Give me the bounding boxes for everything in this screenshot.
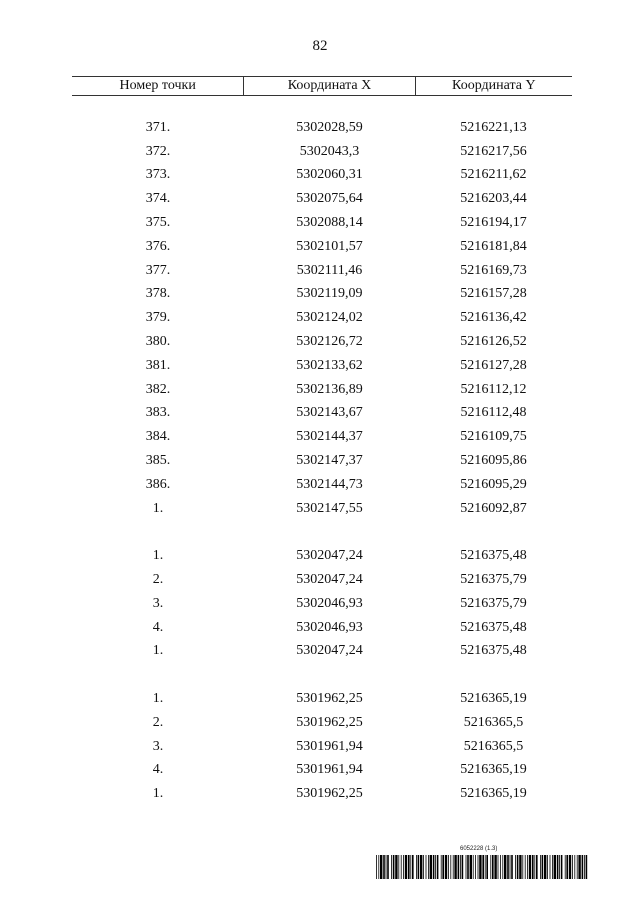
cell-point-number: 4.	[152, 619, 164, 635]
table-row	[72, 497, 572, 521]
cell-coordinate-x: 5302101,57	[296, 238, 363, 254]
cell-point-number: 379.	[145, 310, 171, 326]
cell-coordinate-y: 5216365,19	[460, 691, 527, 707]
table-header	[72, 76, 572, 96]
cell-point-number: 1.	[152, 500, 164, 516]
cell-coordinate-x: 5302047,24	[296, 548, 363, 564]
cell-coordinate-y: 5216169,73	[460, 262, 527, 278]
cell-coordinate-y: 5216365,5	[463, 738, 524, 754]
cell-coordinate-y: 5216203,44	[460, 191, 527, 207]
cell-coordinate-x: 5302046,93	[296, 595, 363, 611]
table-row	[72, 187, 572, 211]
table-row	[72, 782, 572, 806]
coordinates-table	[72, 76, 572, 806]
barcode	[376, 846, 588, 880]
cell-point-number: 375.	[145, 215, 171, 231]
cell-point-number: 2.	[152, 572, 164, 588]
table-body	[72, 116, 572, 806]
table-row	[72, 140, 572, 164]
cell-coordinate-y: 5216126,52	[460, 334, 527, 350]
cell-point-number: 385.	[145, 453, 171, 469]
cell-point-number: 381.	[145, 357, 171, 373]
cell-coordinate-y: 5216112,12	[460, 381, 527, 397]
cell-point-number: 377.	[145, 262, 171, 278]
cell-coordinate-y: 5216365,19	[460, 786, 527, 802]
cell-coordinate-x: 5302126,72	[296, 334, 363, 350]
table-row	[72, 116, 572, 140]
cell-coordinate-x: 5302060,31	[296, 167, 363, 183]
cell-coordinate-x: 5301962,25	[296, 786, 363, 802]
table-row	[72, 544, 572, 568]
cell-point-number: 3.	[152, 738, 164, 754]
cell-coordinate-x: 5302143,67	[296, 405, 363, 421]
cell-coordinate-x: 5302075,64	[296, 191, 363, 207]
cell-coordinate-y: 5216181,84	[460, 238, 527, 254]
cell-coordinate-y: 5216211,62	[460, 167, 527, 183]
cell-coordinate-x: 5302144,37	[296, 429, 363, 445]
cell-coordinate-y: 5216217,56	[460, 143, 527, 159]
cell-coordinate-y: 5216375,48	[460, 619, 527, 635]
table-row	[72, 425, 572, 449]
header-coordinate-y: Координата Y	[415, 77, 572, 95]
table-row	[72, 687, 572, 711]
cell-coordinate-x: 5302133,62	[296, 357, 363, 373]
cell-point-number: 2.	[152, 714, 164, 730]
group-spacer	[72, 663, 572, 687]
cell-coordinate-x: 5302046,93	[296, 619, 363, 635]
cell-coordinate-x: 5302111,46	[296, 262, 363, 278]
cell-coordinate-x: 5302147,37	[296, 453, 363, 469]
cell-point-number: 3.	[152, 595, 164, 611]
table-row	[72, 235, 572, 259]
table-row	[72, 402, 572, 426]
table-row	[72, 473, 572, 497]
cell-point-number: 372.	[145, 143, 171, 159]
table-row	[72, 283, 572, 307]
cell-coordinate-x: 5302124,02	[296, 310, 363, 326]
table-row	[72, 330, 572, 354]
group-spacer	[72, 521, 572, 545]
table-row	[72, 759, 572, 783]
table-row	[72, 449, 572, 473]
cell-point-number: 384.	[145, 429, 171, 445]
table-row	[72, 164, 572, 188]
cell-coordinate-x: 5301961,94	[296, 738, 363, 754]
cell-point-number: 371.	[145, 119, 171, 135]
cell-point-number: 1.	[152, 691, 164, 707]
cell-coordinate-x: 5302144,73	[296, 476, 363, 492]
cell-coordinate-y: 5216157,28	[460, 286, 527, 302]
cell-coordinate-x: 5302147,55	[296, 500, 363, 516]
cell-point-number: 383.	[145, 405, 171, 421]
cell-coordinate-x: 5302119,09	[296, 286, 363, 302]
cell-coordinate-y: 5216095,86	[460, 453, 527, 469]
table-row	[72, 568, 572, 592]
table-row	[72, 640, 572, 664]
table-row	[72, 592, 572, 616]
table-row	[72, 354, 572, 378]
cell-coordinate-y: 5216095,29	[460, 476, 527, 492]
cell-coordinate-y: 5216375,48	[460, 548, 527, 564]
table-row	[72, 711, 572, 735]
cell-point-number: 4.	[152, 762, 164, 778]
cell-coordinate-x: 5302028,59	[296, 119, 363, 135]
cell-coordinate-x: 5301962,25	[296, 714, 363, 730]
cell-coordinate-x: 5302136,89	[296, 381, 363, 397]
cell-coordinate-y: 5216221,13	[460, 119, 527, 135]
table-row	[72, 259, 572, 283]
cell-point-number: 1.	[152, 548, 164, 564]
cell-point-number: 374.	[145, 191, 171, 207]
barcode-image	[376, 855, 588, 879]
cell-point-number: 373.	[145, 167, 171, 183]
cell-coordinate-y: 5216092,87	[460, 500, 527, 516]
cell-coordinate-y: 5216365,19	[460, 762, 527, 778]
cell-point-number: 1.	[152, 643, 164, 659]
cell-coordinate-y: 5216136,42	[460, 310, 527, 326]
table-row	[72, 306, 572, 330]
cell-point-number: 382.	[145, 381, 171, 397]
barcode-label: 6052228 (1.3)	[460, 846, 498, 852]
cell-coordinate-x: 5302088,14	[296, 215, 363, 231]
cell-coordinate-y: 5216365,5	[463, 714, 524, 730]
cell-point-number: 378.	[145, 286, 171, 302]
cell-coordinate-y: 5216375,79	[460, 595, 527, 611]
cell-coordinate-y: 5216375,48	[460, 643, 527, 659]
cell-coordinate-x: 5302043,3	[299, 143, 360, 159]
cell-point-number: 380.	[145, 334, 171, 350]
table-row	[72, 616, 572, 640]
cell-coordinate-y: 5216127,28	[460, 357, 527, 373]
table-row	[72, 378, 572, 402]
cell-coordinate-y: 5216375,79	[460, 572, 527, 588]
cell-coordinate-x: 5302047,24	[296, 572, 363, 588]
cell-point-number: 376.	[145, 238, 171, 254]
cell-coordinate-y: 5216109,75	[460, 429, 527, 445]
page-number: 82	[312, 38, 328, 54]
cell-coordinate-x: 5301961,94	[296, 762, 363, 778]
cell-coordinate-y: 5216194,17	[460, 215, 527, 231]
cell-point-number: 1.	[152, 786, 164, 802]
header-coordinate-x: Координата X	[243, 77, 414, 95]
table-row	[72, 211, 572, 235]
header-point-number: Номер точки	[119, 78, 196, 93]
table-row	[72, 735, 572, 759]
cell-coordinate-x: 5301962,25	[296, 691, 363, 707]
cell-coordinate-y: 5216112,48	[460, 405, 527, 421]
cell-coordinate-x: 5302047,24	[296, 643, 363, 659]
cell-point-number: 386.	[145, 476, 171, 492]
